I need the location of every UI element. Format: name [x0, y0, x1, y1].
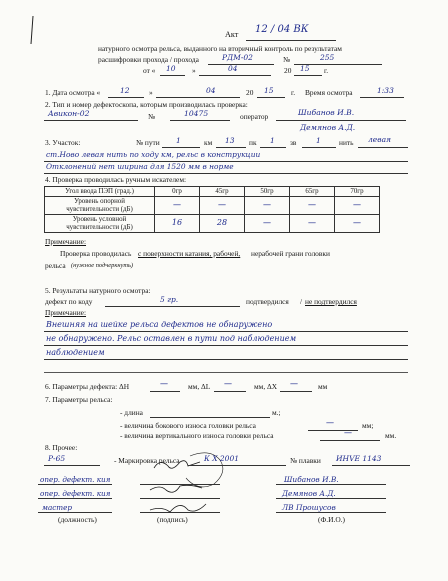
s8-marking-line — [188, 465, 286, 466]
date-close: » — [192, 66, 196, 75]
s7-vert-line — [320, 440, 380, 441]
s3-nit-label: нить — [339, 138, 354, 147]
s2-no-line — [170, 120, 230, 121]
table-row — [45, 215, 380, 233]
s6-mm2: мм, ΔX — [254, 382, 278, 391]
s1-time-label: Время осмотра — [305, 88, 353, 97]
s1-time: 1:33 — [377, 86, 394, 95]
header-line-2-prefix: расшифровки прохода / прохода — [98, 55, 199, 64]
sig-name-2: Демянов А.Д. — [282, 489, 336, 498]
s6-dl-line — [214, 391, 246, 392]
s2-device: Авикон-02 — [48, 109, 90, 118]
table-cell: — — [245, 215, 290, 233]
s6-dx: — — [290, 379, 298, 388]
sig-pos-line-2 — [38, 498, 112, 499]
s6-dx-line — [280, 391, 312, 392]
s3-hw-1: ст.Ново левая нить по ходу км, рельс в конструкции — [46, 150, 261, 159]
s8-melt: ИНVЕ 1143 — [336, 454, 382, 463]
s3-pk-label: пк — [249, 138, 257, 147]
s2-operator-label: оператор — [240, 112, 269, 121]
sig-sign-line-2 — [140, 498, 220, 499]
date-year-line — [294, 75, 322, 76]
table-header-cell: 50гр — [245, 187, 290, 197]
table-header-cell: 0гр — [155, 187, 200, 197]
s5-note-label: Примечание: — [45, 308, 87, 317]
table-header-row — [45, 187, 380, 197]
s5-hw-line-1 — [44, 331, 408, 332]
s5-defect-label: дефект по коду — [45, 297, 93, 306]
s3-nit: левая — [368, 135, 392, 144]
sig-name-line-1 — [276, 484, 386, 485]
s7-side-label: - величина бокового износа головки рельса — [120, 421, 256, 430]
doc-title: Акт — [225, 30, 239, 39]
s6-label: 6. Параметры дефекта: ΔH — [45, 382, 130, 391]
sig-name-1: Шибанов И.В. — [284, 475, 339, 484]
table-header-cell: 65гр — [290, 187, 335, 197]
s6-dh: — — [160, 379, 168, 388]
header-no-value: 255 — [320, 53, 335, 62]
s5-hw-2: не обнаружено. Рельс оставлен в пути под наблюдением — [46, 334, 297, 343]
s1-day: 12 — [120, 86, 130, 95]
s2-operator-2: Демянов А.Д. — [300, 123, 356, 132]
s7-vert-val: — — [344, 428, 352, 437]
s7-length-unit: м.; — [272, 408, 281, 417]
header-line-1: натурного осмотра рельса, выданного на вторичный контроль по результатам — [98, 44, 342, 53]
s5-hw-line-2 — [44, 345, 408, 346]
sig-pos-line-3 — [38, 512, 112, 513]
pass-line — [208, 64, 274, 65]
s6-dl: — — [224, 379, 232, 388]
s2-operator-line — [276, 120, 406, 121]
date-suffix: г. — [324, 66, 329, 75]
s5-defect-line — [105, 306, 240, 307]
s4-note-hint: (нужное подчеркнуть) — [71, 262, 133, 269]
s1-month-line — [156, 97, 240, 98]
sensitivity-table — [44, 186, 380, 233]
footer-sign: (подпись) — [157, 515, 188, 524]
s5-confirmed: подтвердился — [246, 297, 289, 306]
table-header-cell: 70гр — [335, 187, 380, 197]
s4-note-underlined: с поверхности катания, рабочей, — [138, 249, 241, 258]
table-header-cell: 45гр — [200, 187, 245, 197]
s5-hw-3: наблюдением — [46, 348, 105, 357]
sig-pos-line-1 — [38, 484, 112, 485]
s6-mm1: мм, ΔL — [188, 382, 211, 391]
s1-close: » — [149, 88, 153, 97]
s1-year: 15 — [264, 86, 274, 95]
s8-rail-type: Р-65 — [48, 454, 66, 463]
s1-year-prefix: 20 — [246, 88, 254, 97]
s3-hw-2: Отклонений нет ширина для 1520 мм в норме — [46, 162, 234, 171]
sig-name-line-3 — [276, 512, 386, 513]
margin-mark — [31, 16, 33, 44]
s6-dh-line — [150, 391, 180, 392]
s7-side-val: — — [326, 418, 334, 427]
s2-device-line — [44, 120, 138, 121]
s4-note-label: Примечание: — [45, 237, 87, 246]
sig-name-line-2 — [276, 498, 386, 499]
s5-not-confirmed: не подтвердился — [305, 297, 357, 306]
s4-note-pre: Проверка проводилась — [60, 249, 132, 258]
sig-sign-line-1 — [140, 484, 220, 485]
s7-label: 7. Параметры рельса: — [45, 395, 113, 404]
date-month: 04 — [228, 64, 238, 73]
s7-side-unit: мм; — [362, 421, 374, 430]
date-from: от « — [143, 66, 156, 75]
sig-name-3: ЛВ Прошусов — [282, 503, 336, 512]
pass-value: РДМ-02 — [222, 53, 253, 62]
s3-hw-line-2 — [44, 173, 408, 174]
table-cell: — — [335, 215, 380, 233]
s5-hw-1: Внешняя на шейке рельса дефектов не обнаружено — [46, 320, 273, 329]
s5-sep: / — [300, 297, 303, 306]
s8-melt-label: № плавки — [290, 456, 321, 465]
s3-pk-line — [260, 147, 286, 148]
s3-km-label: км — [204, 138, 213, 147]
sign-2 — [150, 485, 202, 492]
s4-note-post: нерабочей грани головки — [251, 249, 330, 258]
s7-vert-label: - величина вертикального износа головки рельса — [120, 431, 274, 440]
date-day-line — [160, 75, 185, 76]
table-row-label: Уровень условной чувствительности (дБ) — [45, 215, 155, 233]
s3-track-line — [162, 147, 200, 148]
table-cell: — — [245, 197, 290, 215]
s2-label: 2. Тип и номер дефектоскопа, которым производилась проверка: — [45, 100, 248, 109]
s5-defect-code: 5 гр. — [160, 295, 179, 304]
header-no-label: № — [283, 55, 291, 64]
table-cell: 28 — [200, 215, 245, 233]
s4-label: 4. Проверка проводилась ручным искателем: — [45, 175, 187, 184]
s2-device-no: 10475 — [184, 109, 209, 118]
s3-km-line — [216, 147, 246, 148]
footer-name: (Ф.И.О.) — [318, 515, 345, 524]
s5-hw-line-3 — [44, 359, 408, 360]
s1-label: 1. Дата осмотра « — [45, 88, 101, 97]
date-year-prefix: 20 — [284, 66, 292, 75]
sig-position-2: опер. дефект. кия — [40, 489, 111, 498]
act-number-line — [246, 40, 336, 41]
date-month-line — [199, 75, 271, 76]
s3-nit-line — [358, 147, 408, 148]
s5-label: 5. Результаты натурного осмотра: — [45, 286, 151, 295]
s5-blank-line — [44, 372, 408, 373]
table-cell: — — [290, 197, 335, 215]
s3-pk: 1 — [270, 136, 275, 145]
footer-position: (должность) — [58, 515, 97, 524]
s1-time-line — [360, 97, 404, 98]
s1-day-line — [108, 97, 144, 98]
s6-mm3: мм — [318, 382, 328, 391]
s3-zv: 1 — [316, 136, 321, 145]
table-row-label: Уровень опорной чувствительности (дБ) — [45, 197, 155, 215]
table-cell: — — [335, 197, 380, 215]
s7-length-line — [150, 417, 270, 418]
s7-vert-unit: мм. — [385, 431, 397, 440]
table-row — [45, 197, 380, 215]
s1-g: г. — [291, 88, 296, 97]
sig-sign-line-3 — [140, 512, 220, 513]
s8-melt-line — [332, 465, 410, 466]
sig-position-1: опер. дефект. кия — [40, 475, 111, 484]
s1-year-line — [257, 97, 285, 98]
s3-zv-line — [302, 147, 336, 148]
sig-position-3: мастер — [42, 503, 72, 512]
table-header-cell: Угол ввода ПЭП (град.) — [45, 187, 155, 197]
table-cell: — — [155, 197, 200, 215]
table-cell: — — [200, 197, 245, 215]
s3-km: 13 — [225, 136, 235, 145]
act-number: 12 / 04 ВК — [255, 24, 309, 35]
s7-length-label: - длина — [120, 408, 143, 417]
s8-marking: К Х 2001 — [204, 454, 239, 463]
s3-track: 1 — [176, 136, 181, 145]
s3-zv-label: зв — [290, 138, 297, 147]
table-cell: 16 — [155, 215, 200, 233]
date-day: 10 — [166, 64, 176, 73]
date-year: 15 — [300, 64, 310, 73]
s3-track-label: № пути — [136, 138, 160, 147]
s2-operator: Шибанов И.В. — [298, 108, 355, 117]
s8-rail-line — [44, 465, 100, 466]
s3-label: 3. Участок: — [45, 138, 81, 147]
sign-3 — [150, 504, 206, 512]
s8-marking-label: - Маркировка рельса — [114, 456, 180, 465]
table-cell: — — [290, 215, 335, 233]
s2-no-label: № — [148, 112, 156, 121]
s8-label: 8. Прочее: — [45, 443, 78, 452]
s4-note-line-2: рельса — [45, 261, 66, 270]
s1-month: 04 — [206, 86, 216, 95]
